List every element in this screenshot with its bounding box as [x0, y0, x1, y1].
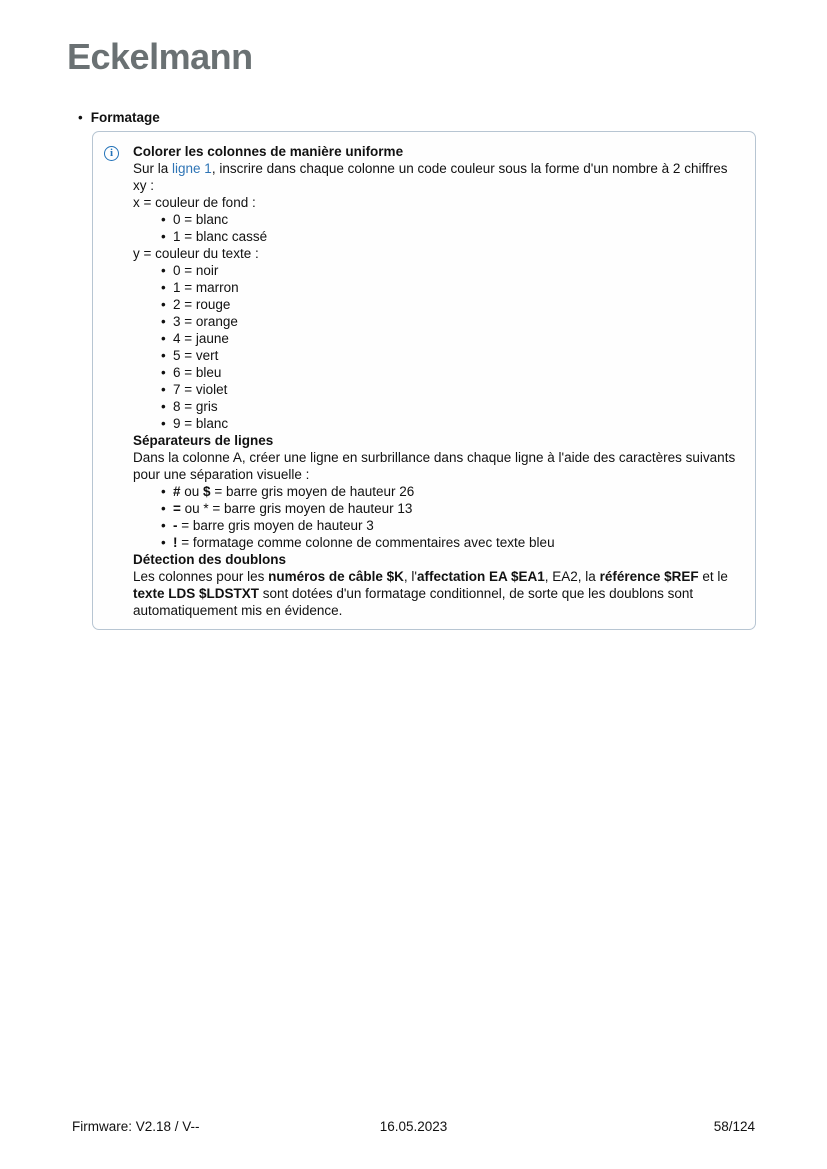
text-segment: et le — [698, 569, 728, 584]
footer-firmware-version: Firmware: V2.18 / V-- — [72, 1119, 200, 1134]
footer-date: 16.05.2023 — [379, 1119, 448, 1134]
heading-colorer-colonnes: Colorer les colonnes de manière uniforme — [133, 144, 404, 159]
list-item — [133, 534, 741, 551]
text-segment: $ — [203, 484, 211, 499]
list-item: • 0 = noir — [133, 262, 741, 279]
list-item: • 9 = blanc — [133, 415, 741, 432]
info-box-content — [133, 143, 741, 619]
section-heading-label: • Formatage — [90, 110, 160, 125]
list-item: • 6 = bleu — [133, 364, 741, 381]
text-segment: , l' — [403, 569, 417, 584]
text-segment: = barre gris moyen de hauteur 3 — [177, 518, 374, 533]
ligne-1-link[interactable]: ligne 1 — [172, 161, 212, 176]
list-item: • 1 = marron — [133, 279, 741, 296]
text-segment: sont dotées d'un formatage conditionnel, de sorte que les doublons sont automatiquement mis en évidence. — [133, 586, 694, 618]
text-segment: # — [173, 484, 181, 499]
background-color-list — [133, 211, 741, 245]
text-segment: , inscrire dans chaque colonne un code couleur sous la forme d'un nombre à 2 chiffres xy : — [133, 161, 728, 193]
list-item: • 5 = vert — [133, 347, 741, 364]
section-heading — [78, 109, 160, 126]
label-text-color: y = couleur du texte : — [133, 246, 259, 261]
list-item — [133, 483, 741, 500]
list-item: • 4 = jaune — [133, 330, 741, 347]
list-item: • 0 = blanc — [133, 211, 741, 228]
text-segment: texte LDS $LDSTXT — [133, 586, 260, 601]
list-item: • 3 = orange — [133, 313, 741, 330]
heading-detection-doublons: Détection des doublons — [133, 552, 287, 567]
text-segment: - — [173, 518, 178, 533]
eckelmann-logo: Eckelmann — [67, 36, 253, 77]
paragraph-coloring — [133, 160, 741, 194]
paragraph-separators: Dans la colonne A, créer une ligne en surbrillance dans chaque ligne à l'aide des caractères suivants pour une séparation visuelle : — [133, 450, 736, 482]
text-color-list — [133, 262, 741, 432]
page-footer — [72, 1118, 755, 1135]
text-segment: Sur la — [133, 161, 173, 176]
text-segment: Les colonnes pour les — [133, 569, 269, 584]
text-segment: ou — [180, 484, 204, 499]
heading-separateurs-lignes: Séparateurs de lignes — [133, 433, 274, 448]
list-item: • 7 = violet — [133, 381, 741, 398]
label-background-color: x = couleur de fond : — [133, 195, 256, 210]
text-segment: = — [173, 501, 181, 516]
list-item — [133, 500, 741, 517]
info-box — [92, 131, 756, 630]
text-segment: numéros de câble $K — [268, 569, 404, 584]
text-segment: référence $REF — [599, 569, 699, 584]
text-segment: , EA2, la — [544, 569, 600, 584]
text-segment: ou * = barre gris moyen de hauteur 13 — [180, 501, 413, 516]
footer-page-number: 58/124 — [713, 1119, 755, 1134]
text-segment: = formatage comme colonne de commentaires avec texte bleu — [177, 535, 555, 550]
list-item: • 8 = gris — [133, 398, 741, 415]
list-item: • 1 = blanc cassé — [133, 228, 741, 245]
paragraph-duplicates — [133, 568, 741, 619]
text-segment: affectation EA $EA1 — [416, 569, 545, 584]
text-segment: ! — [173, 535, 178, 550]
list-item — [133, 517, 741, 534]
info-icon: i — [104, 146, 119, 161]
text-segment: = barre gris moyen de hauteur 26 — [210, 484, 415, 499]
separator-char-list — [133, 483, 741, 551]
list-item: • 2 = rouge — [133, 296, 741, 313]
